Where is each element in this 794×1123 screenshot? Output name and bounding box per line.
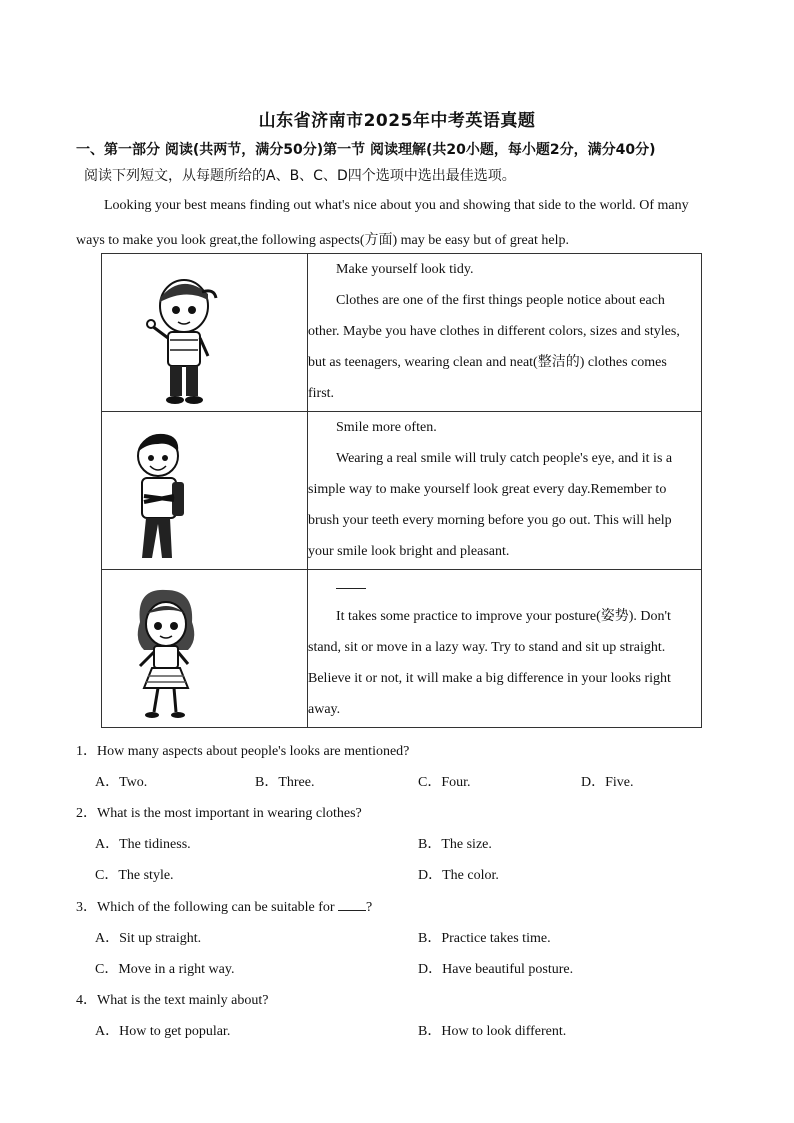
q3-option-c[interactable]: C．Move in a right way.	[95, 962, 235, 977]
q1-option-c[interactable]: C．Four.	[418, 775, 471, 790]
q1-option-d[interactable]: D．Five.	[581, 775, 634, 790]
aspect-3-heading-blank	[308, 570, 701, 601]
boy-cap-icon	[142, 268, 222, 408]
instruction: 阅读下列短文，从每题所给的A、B、C、D四个选项中选出最佳选项。	[84, 168, 516, 184]
q3-option-b[interactable]: B．Practice takes time.	[418, 931, 551, 946]
aspect-1-line: first.	[308, 386, 335, 401]
girl-posing-icon	[132, 584, 202, 724]
q3-option-a[interactable]: A．Sit up straight.	[95, 931, 202, 946]
q2-option-c[interactable]: C．The style.	[95, 868, 174, 883]
q1-option-a[interactable]: A．Two.	[95, 775, 148, 790]
boy-smile-illustration	[102, 412, 308, 570]
aspect-2-line: your smile look bright and pleasant.	[308, 544, 510, 559]
table-row	[102, 254, 702, 412]
question-4: 4．What is the text mainly about?	[76, 993, 269, 1008]
aspect-3-line: Believe it or not, it will make a big difference in your looks right	[308, 671, 671, 686]
girl-illustration	[102, 570, 308, 728]
boy-smiling-icon	[134, 430, 204, 560]
table-row	[102, 570, 702, 728]
aspect-1-heading: Make yourself look tidy.	[336, 262, 474, 277]
intro-line-2: ways to make you look great,the following aspects(方面) may be easy but of great help.	[76, 233, 569, 248]
q2-option-d[interactable]: D．The color.	[418, 868, 499, 883]
aspect-2-text	[308, 412, 702, 570]
aspect-1-line: Clothes are one of the first things people notice about each	[336, 293, 665, 308]
aspect-2-line: brush your teeth every morning before you go out. This will help	[308, 513, 672, 528]
answer-blank	[336, 572, 366, 589]
aspect-1-line: other. Maybe you have clothes in different colors, sizes and styles,	[308, 324, 680, 339]
boy-cap-illustration	[102, 254, 308, 412]
question-2: 2．What is the most important in wearing clothes?	[76, 806, 362, 821]
section-heading: 一、第一部分 阅读(共两节，满分50分)第一节 阅读理解(共20小题，每小题2分，满分40分)	[76, 142, 656, 158]
intro-line-1: Looking your best means finding out what's nice about you and showing that side to the world. Of many	[104, 198, 689, 213]
question-1: 1．How many aspects about people's looks are mentioned?	[76, 744, 410, 759]
q2-option-b[interactable]: B．The size.	[418, 837, 492, 852]
table-row	[102, 412, 702, 570]
question-3: 3．Which of the following can be suitable for ?	[76, 900, 373, 915]
answer-blank	[338, 898, 366, 911]
q4-option-a[interactable]: A．How to get popular.	[95, 1024, 231, 1039]
aspect-2-line: Wearing a real smile will truly catch people's eye, and it is a	[336, 451, 673, 466]
aspect-3-text	[308, 570, 702, 728]
passage-table	[101, 253, 702, 728]
aspect-2-heading: Smile more often.	[336, 420, 437, 435]
q2-option-a[interactable]: A．The tidiness.	[95, 837, 191, 852]
aspect-3-line: It takes some practice to improve your posture(姿势). Don't	[336, 609, 671, 624]
aspect-1-line: but as teenagers, wearing clean and neat(整洁的) clothes comes	[308, 355, 667, 370]
aspect-3-line: stand, sit or move in a lazy way. Try to stand and sit up straight.	[308, 640, 666, 655]
aspect-3-line: away.	[308, 702, 341, 717]
aspect-2-line: simple way to make yourself look great every day.Remember to	[308, 482, 667, 497]
q3-option-d[interactable]: D．Have beautiful posture.	[418, 962, 574, 977]
q4-option-b[interactable]: B．How to look different.	[418, 1024, 567, 1039]
q1-option-b[interactable]: B．Three.	[255, 775, 315, 790]
aspect-1-text	[308, 254, 702, 412]
page-title: 山东省济南市2025年中考英语真题	[258, 111, 536, 131]
